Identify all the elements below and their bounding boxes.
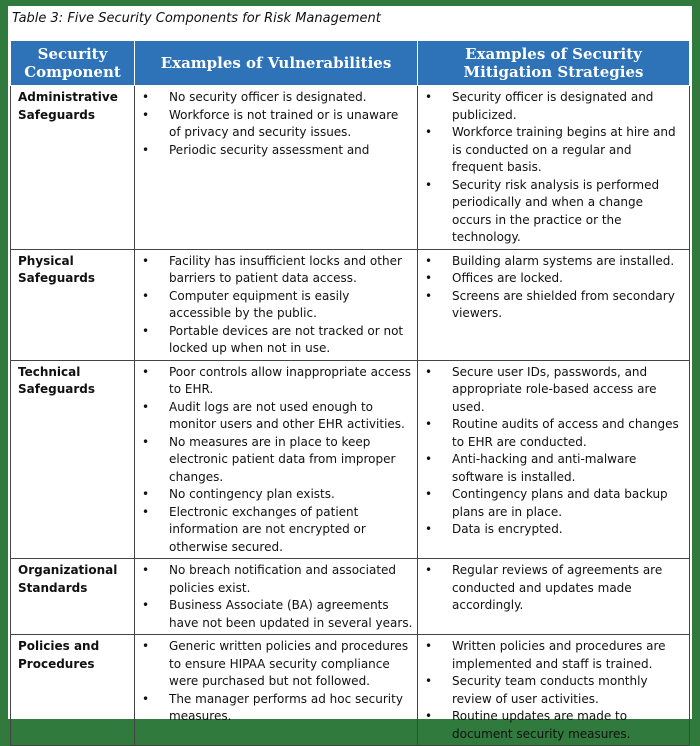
list-item-text: Portable devices are not tracked or not locked up when not in use.: [169, 323, 404, 355]
list-item: [422, 673, 685, 708]
bullet-icon: •: [142, 364, 150, 379]
list-item: [139, 323, 413, 358]
list-item: [422, 638, 685, 673]
list-item: [422, 288, 685, 323]
bullet-icon: •: [142, 288, 150, 303]
bullet-icon: •: [425, 639, 433, 653]
list-item: [139, 399, 413, 434]
list-item: [139, 107, 413, 142]
list-item-text: Contingency plans and data backup plans are in place.: [452, 487, 668, 519]
list-item-text: No security officer is designated.: [169, 90, 367, 104]
list-item-text: Offices are locked.: [452, 271, 563, 285]
list-item: [422, 521, 685, 539]
vulnerabilities-cell: [135, 360, 418, 559]
list-item-text: No breach notification and associated policies exist.: [169, 563, 397, 595]
security-component-cell: Organizational Standards: [11, 559, 135, 635]
table-row: [11, 86, 690, 250]
table-row: [11, 635, 690, 746]
list-item-text: Anti-hacking and anti-malware software is installed.: [452, 452, 637, 484]
list-item-text: No contingency plan exists.: [169, 487, 335, 501]
list-item-text: Computer equipment is easily accessible by the public.: [169, 288, 350, 320]
mitigation-cell: [418, 86, 690, 250]
list-item: [422, 89, 685, 124]
mitigation-list: [422, 89, 685, 247]
security-components-table: [10, 40, 690, 746]
header-mitigation: Examples of Security Mitigation Strategies: [418, 41, 690, 86]
list-item-text: Audit logs are not used enough to monitor users and other EHR activities.: [169, 399, 405, 431]
list-item-text: Workforce training begins at hire and is conducted on a regular and frequent basis.: [452, 125, 676, 174]
list-item: [422, 562, 685, 615]
mitigation-cell: [418, 635, 690, 746]
bullet-icon: •: [425, 90, 433, 104]
list-item: [139, 89, 413, 107]
list-item-text: Security team conducts monthly review of user activities.: [452, 674, 648, 706]
page-frame: [3, 3, 697, 741]
list-item-text: Secure user IDs, passwords, and appropriate role-based access are used.: [452, 364, 657, 414]
vulnerabilities-list: [139, 638, 413, 726]
vulnerabilities-list: [139, 562, 413, 632]
vulnerabilities-cell: [135, 249, 418, 360]
bullet-icon: •: [142, 563, 150, 577]
bullet-icon: •: [142, 107, 150, 122]
bullet-icon: •: [425, 563, 433, 577]
list-item: [422, 270, 685, 288]
vulnerabilities-cell: [135, 86, 418, 250]
bullet-icon: •: [425, 487, 433, 501]
list-item-text: Periodic security assessment and: [169, 142, 370, 157]
vulnerabilities-list: [139, 253, 413, 358]
list-item-text: Regular reviews of agreements are conducted and updates made accordingly.: [452, 563, 663, 612]
mitigation-list: [422, 364, 685, 539]
list-item: [139, 691, 413, 726]
mitigation-list: [422, 562, 685, 615]
bullet-icon: •: [425, 709, 433, 723]
header-vulnerabilities: Examples of Vulnerabilities: [135, 41, 418, 86]
header-row: [11, 41, 690, 86]
mitigation-cell: [418, 360, 690, 559]
mitigation-cell: [418, 249, 690, 360]
bullet-icon: •: [142, 691, 150, 706]
bullet-icon: •: [425, 271, 433, 285]
list-item: [422, 451, 685, 486]
bullet-icon: •: [425, 452, 433, 466]
bullet-icon: •: [425, 177, 433, 192]
mitigation-list: [422, 253, 685, 323]
list-item: [422, 124, 685, 177]
bullet-icon: •: [425, 674, 433, 688]
list-item: [422, 253, 685, 271]
bullet-icon: •: [142, 90, 150, 104]
list-item: [139, 562, 413, 597]
list-item-text: Poor controls allow inappropriate access to EHR.: [169, 364, 412, 396]
list-item: [422, 416, 685, 451]
list-item-text: Routine audits of access and changes to EHR are conducted.: [452, 417, 679, 449]
list-item: [139, 638, 413, 691]
vulnerabilities-cell: [135, 635, 418, 746]
bullet-icon: •: [425, 522, 433, 536]
bullet-icon: •: [142, 487, 150, 501]
bullet-icon: •: [425, 253, 433, 268]
bullet-icon: •: [425, 417, 433, 431]
list-item-text: Electronic exchanges of patient information are not encrypted or otherwise secured.: [169, 504, 366, 554]
list-item: [139, 253, 413, 288]
security-component-cell: Policies and Procedures: [11, 635, 135, 746]
mitigation-cell: [418, 559, 690, 635]
document-page: [8, 6, 692, 741]
list-item-text: Routine updates are made to document security measures.: [452, 709, 631, 741]
table-row: [11, 559, 690, 635]
security-component-cell: Administrative Safeguards: [11, 86, 135, 250]
list-item: [139, 504, 413, 557]
header-security-component: Security Component: [11, 41, 135, 86]
list-item-text: The manager performs ad hoc security measures.: [169, 691, 403, 723]
security-component-cell: Technical Safeguards: [11, 360, 135, 559]
bullet-icon: •: [142, 598, 150, 612]
bullet-icon: •: [425, 288, 433, 303]
bullet-icon: •: [142, 504, 150, 519]
bullet-icon: •: [142, 639, 150, 653]
list-item-text: Generic written policies and procedures to ensure HIPAA security compliance were purchased but not followed.: [169, 639, 409, 688]
list-item: [139, 434, 413, 487]
list-item: [139, 142, 413, 160]
vulnerabilities-cell: [135, 559, 418, 635]
list-item: [422, 364, 685, 417]
table-row: [11, 249, 690, 360]
bullet-icon: •: [425, 125, 433, 139]
bullet-icon: •: [142, 253, 150, 268]
list-item: [139, 364, 413, 399]
vulnerabilities-list: [139, 89, 413, 159]
list-item-text: Business Associate (BA) agreements have not been updated in several years.: [169, 598, 413, 630]
bullet-icon: •: [142, 434, 150, 449]
list-item: [139, 597, 413, 632]
table-caption: Table 3: Five Security Components for Risk Management: [12, 11, 381, 26]
list-item-text: No measures are in place to keep electronic patient data from improper changes.: [169, 434, 396, 484]
list-item-text: Workforce is not trained or is unaware of privacy and security issues.: [169, 107, 399, 139]
list-item: [422, 177, 685, 247]
list-item: [139, 288, 413, 323]
bullet-icon: •: [142, 323, 150, 338]
security-component-cell: Physical Safeguards: [11, 249, 135, 360]
list-item-text: Building alarm systems are installed.: [452, 253, 675, 268]
list-item-text: Facility has insufficient locks and other barriers to patient data access.: [169, 253, 402, 285]
vulnerabilities-list: [139, 364, 413, 557]
list-item-text: Security officer is designated and publicized.: [452, 90, 654, 122]
mitigation-list: [422, 638, 685, 743]
list-item-text: Written policies and procedures are implemented and staff is trained.: [452, 639, 666, 671]
list-item: [139, 486, 413, 504]
list-item: [422, 486, 685, 521]
list-item-text: Security risk analysis is performed periodically and when a change occurs in the practice or the technology.: [452, 177, 660, 244]
bullet-icon: •: [142, 399, 150, 414]
list-item-text: Data is encrypted.: [452, 522, 563, 536]
bullet-icon: •: [142, 142, 150, 157]
list-item-text: Screens are shielded from secondary viewers.: [452, 288, 675, 320]
table-row: [11, 360, 690, 559]
bullet-icon: •: [425, 364, 433, 379]
